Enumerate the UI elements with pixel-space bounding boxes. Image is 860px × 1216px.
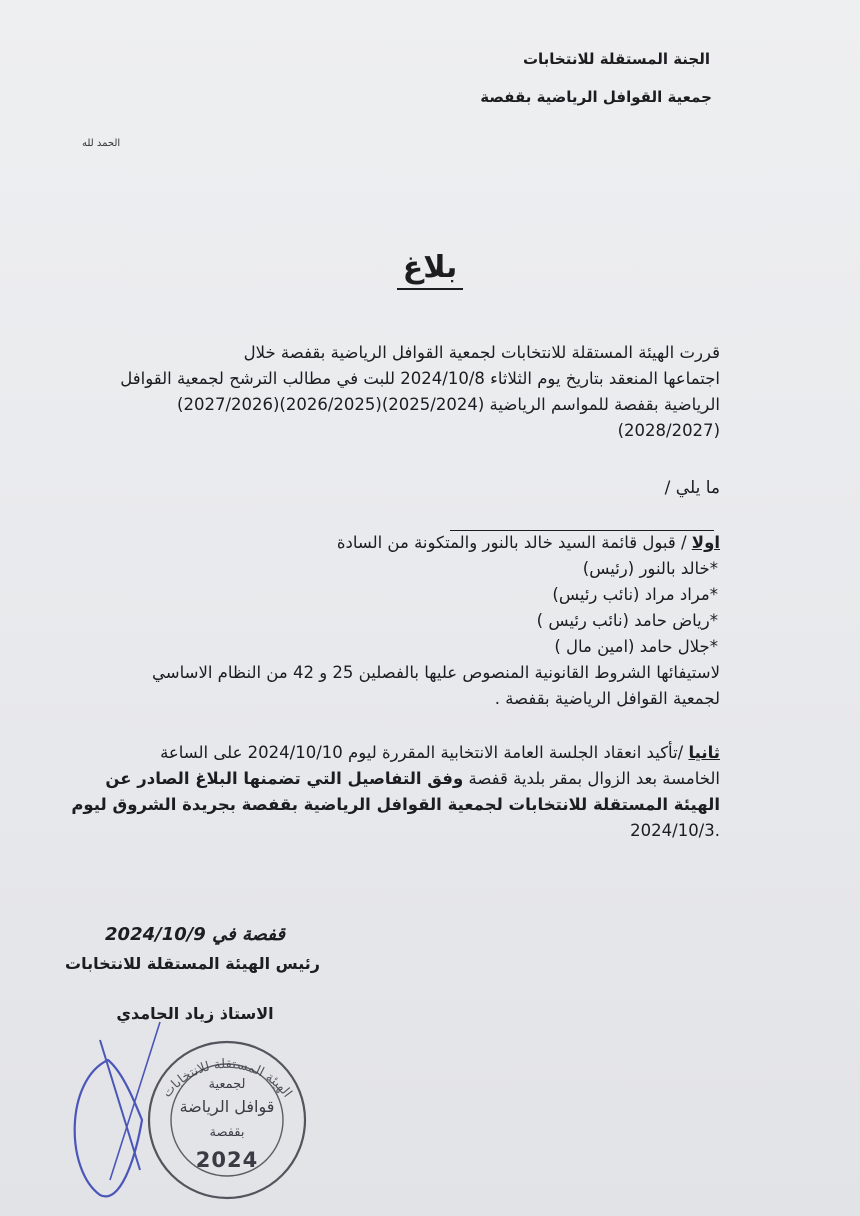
intro-line-4: (2028/2027) [617, 421, 720, 440]
header-association: جمعية القوافل الرياضية بقفصة [480, 88, 712, 106]
section-second [60, 740, 720, 844]
section-first-text: / قبول قائمة السيد خالد بالنور والمتكونة من السادة [336, 533, 692, 552]
section-second-line-2-plain: الخامسة بعد الزوال بمقر بلدية قفصة [463, 769, 720, 788]
stamp-inner-line-3: بقفصة [209, 1125, 245, 1140]
section-first [60, 530, 720, 712]
intro-line-3: الرياضية بقفصة للمواسم الرياضية (2025/2024)(2026/2025)(2027/2026) [177, 395, 720, 414]
section-second-line-4: .2024/10/3 [630, 821, 720, 840]
title-text: بلاغ [397, 250, 464, 290]
signature-place-date: قفصة في 2024/10/9 [105, 924, 285, 945]
section-second-line-2 [60, 766, 720, 792]
section-first-closing-2: لجمعية القوافل الرياضية بقفصة . [494, 689, 720, 708]
stamp-inner-line-2: قوافل الرياضة [179, 1097, 275, 1116]
member-4: *جلال حامد (امين مال ) [554, 637, 718, 656]
stamp-inner-line-1: لجمعية [208, 1077, 246, 1092]
ma-yali-text: ما يلي / [664, 478, 720, 498]
section-second-line-1 [60, 740, 720, 766]
stamp-year: 2024 [195, 1148, 259, 1172]
signature-scribble-icon [75, 1060, 142, 1196]
signature-role: رئيس الهيئة المستقلة للانتخابات [64, 954, 320, 973]
document-title [0, 250, 860, 290]
member-3: *رياض حامد (نائب رئيس ) [536, 611, 718, 630]
section-second-label: ثانيا [688, 743, 720, 762]
section-first-label: اولا [691, 533, 720, 552]
section-first-closing-1: لاستيفائها الشروط القانونية المنصوص عليها بالفصلين 25 و 42 من النظام الاساسي [152, 663, 720, 682]
intro-line-1: قررت الهيئة المستقلة للانتخابات لجمعية القوافل الرياضية بقفصة خلال [243, 343, 720, 362]
stamp-ring-textpath: الهيئة المستقلة للانتخابات [159, 1056, 295, 1101]
basmala-text: الحمد لله [82, 138, 121, 149]
member-1: *خالد بالنور (رئيس) [582, 559, 718, 578]
official-stamp-icon [60, 1020, 350, 1210]
signature-name: الاستاذ زياد الحامدي [116, 1004, 274, 1023]
section-second-text: /تأكيد انعقاد الجلسة العامة الانتخابية المقررة ليوم 2024/10/10 على الساعة [160, 743, 689, 762]
member-2: *مراد مراد (نائب رئيس) [552, 585, 718, 604]
intro-line-2: اجتماعها المنعقد بتاريخ يوم الثلاثاء 2024/10/8 للبت في مطالب الترشح لجمعية القوافل [120, 369, 720, 388]
header-committee: الجنة المستقلة للانتخابات [522, 50, 710, 68]
section-second-line-3: الهيئة المستقلة للانتخابات لجمعية القوافل الرياضية بقفصة بجريدة الشروق ليوم [71, 795, 720, 814]
section-second-line-2-bold: وفق التفاصيل التي تضمنها البلاغ الصادر عن [105, 769, 464, 788]
intro-paragraph [60, 340, 720, 444]
section-first-heading [60, 530, 720, 556]
